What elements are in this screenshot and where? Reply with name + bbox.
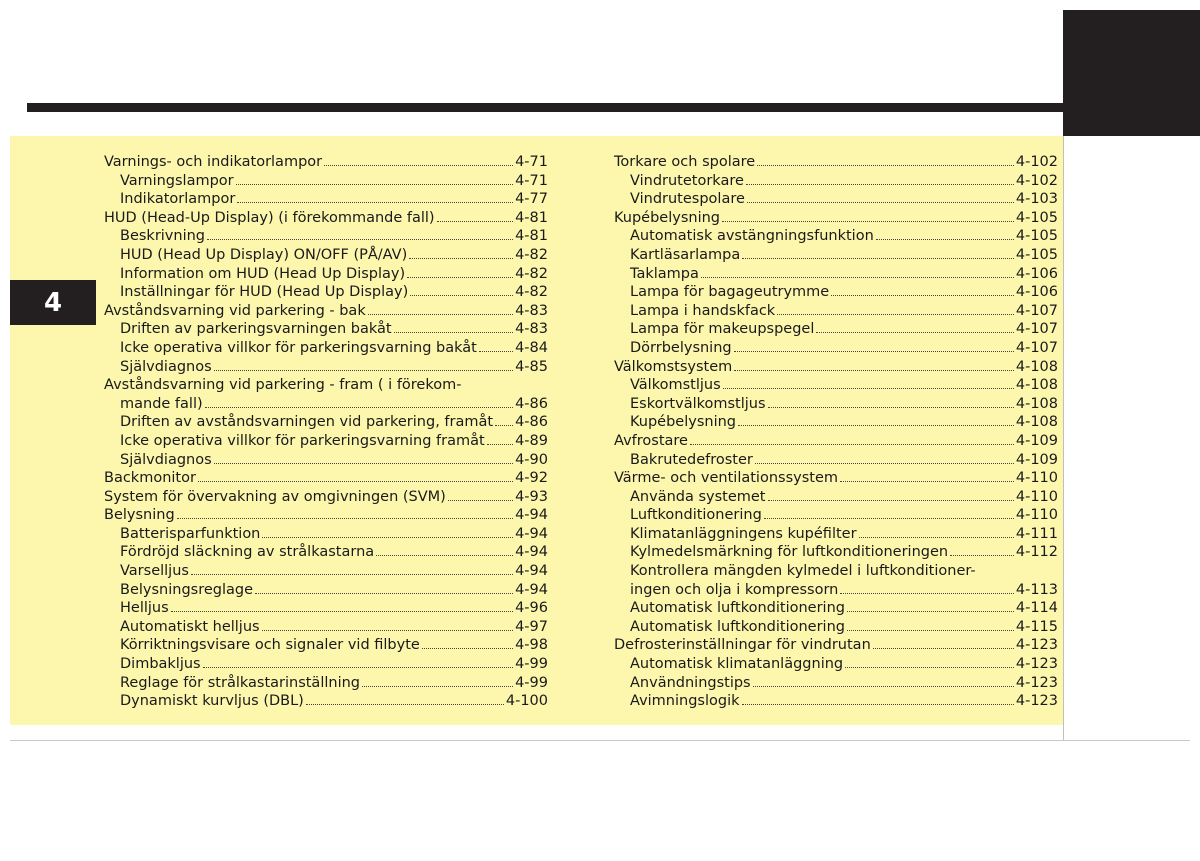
toc-entry[interactable] (614, 376, 1058, 395)
dot-leader (198, 481, 513, 482)
toc-entry-title: ingen och olja i kompressorn (630, 581, 839, 598)
toc-column-left (104, 153, 548, 711)
dot-leader (816, 332, 1013, 333)
toc-entry[interactable] (104, 674, 548, 693)
toc-entry-page: 4-112 (1015, 544, 1058, 561)
dot-leader (777, 314, 1014, 315)
dot-leader (262, 537, 513, 538)
toc-entry-title: Information om HUD (Head Up Display) (120, 265, 406, 282)
dot-leader (840, 593, 1013, 594)
toc-entry-page: 4-110 (1015, 507, 1058, 524)
toc-entry-title: Automatisk klimatanläggning (630, 656, 844, 673)
toc-entry[interactable] (614, 358, 1058, 377)
toc-entry-title: Fördröjd släckning av strålkastarna (120, 544, 375, 561)
toc-entry-title: Avfrostare (614, 432, 688, 449)
dot-leader (768, 500, 1014, 501)
toc-entry[interactable] (104, 246, 548, 265)
dot-leader (755, 463, 1014, 464)
toc-entry-page: 4-82 (515, 265, 548, 282)
toc-column-right (614, 153, 1058, 711)
dot-leader (214, 463, 513, 464)
dot-leader (376, 555, 513, 556)
dot-leader (448, 500, 513, 501)
toc-entry-title: Dynamiskt kurvljus (DBL) (120, 693, 304, 710)
dot-leader (690, 444, 1014, 445)
dot-leader (437, 221, 513, 222)
dot-leader (409, 258, 513, 259)
toc-entry-title: Varnings- och indikatorlampor (104, 154, 323, 170)
toc-entry-title: Driften av parkeringsvarningen bakåt (120, 321, 392, 338)
toc-entry-page: 4-86 (515, 395, 548, 412)
dot-leader (847, 611, 1014, 612)
toc-entry[interactable] (614, 153, 1058, 172)
toc-entry-page: 4-110 (1015, 470, 1058, 487)
toc-entry-title: Dörrbelysning (630, 339, 732, 356)
toc-entry-title: Vindrutetorkare (630, 172, 744, 189)
toc-entry[interactable] (104, 302, 548, 321)
dot-leader (324, 165, 513, 166)
toc-entry[interactable] (614, 636, 1058, 655)
dot-leader (255, 593, 513, 594)
toc-entry-page: 4-71 (515, 172, 548, 189)
toc-entry-page: 4-99 (515, 674, 548, 691)
toc-entry-page: 4-123 (1015, 656, 1058, 673)
toc-entry-page: 4-82 (515, 284, 548, 301)
toc-entry[interactable] (104, 488, 548, 507)
toc-entry[interactable] (104, 153, 548, 172)
dot-leader (205, 407, 513, 408)
dot-leader (873, 648, 1014, 649)
dot-leader (237, 202, 513, 203)
toc-entry-title: Kartläsarlampa (630, 246, 741, 263)
toc-entry-title: Lampa i handskfack (630, 302, 776, 319)
toc-entry-page: 4-98 (515, 637, 548, 654)
toc-entry[interactable] (614, 320, 1058, 339)
toc-entry[interactable] (104, 618, 548, 637)
toc-entry-page: 4-115 (1015, 618, 1058, 635)
toc-entry-page: 4-97 (515, 618, 548, 635)
toc-entry-title: Luftkonditionering (630, 507, 762, 524)
toc-entry-page: 4-107 (1015, 302, 1058, 319)
toc-entry-title: Välkomstljus (630, 377, 721, 394)
toc-entry[interactable] (104, 358, 548, 377)
toc-entry[interactable] (104, 395, 548, 414)
toc-entry[interactable] (614, 209, 1058, 228)
header-rule (27, 103, 1067, 112)
dot-leader (207, 239, 513, 240)
dot-leader (171, 611, 513, 612)
dot-leader (177, 518, 513, 519)
dot-leader (768, 407, 1014, 408)
toc-entry[interactable] (614, 692, 1058, 711)
dot-leader (203, 667, 513, 668)
toc-entry-title: Användningstips (630, 674, 751, 691)
toc-entry-title: Klimatanläggningens kupéfilter (630, 525, 857, 542)
dot-leader (701, 277, 1014, 278)
dot-leader (407, 277, 513, 278)
toc-entry[interactable] (104, 339, 548, 358)
dot-leader (757, 165, 1014, 166)
toc-entry-page: 4-105 (1015, 209, 1058, 226)
toc-entry-page: 4-103 (1015, 191, 1058, 208)
dot-leader (362, 686, 513, 687)
dot-leader (764, 518, 1014, 519)
dot-leader (479, 351, 513, 352)
dot-leader (840, 481, 1014, 482)
toc-entry-title: Dimbakljus (120, 656, 201, 673)
toc-entry-title: Automatisk luftkonditionering (630, 618, 845, 635)
toc-entry-page: 4-94 (515, 563, 548, 580)
toc-entry-page: 4-105 (1015, 246, 1058, 263)
toc-entry[interactable] (104, 172, 548, 191)
toc-entry-title: Reglage för strålkastarinställning (120, 674, 360, 691)
toc-entry-title: Torkare och spolare (614, 154, 756, 170)
chapter-number: 4 (43, 287, 63, 318)
toc-entry[interactable] (104, 525, 548, 544)
toc-entry-page: 4-93 (515, 488, 548, 505)
toc-entry-title: Automatisk avstängningsfunktion (630, 228, 874, 245)
toc-entry-title: System för övervakning av omgivningen (SVM) (104, 488, 446, 505)
toc-entry-title: Kylmedelsmärkning för luftkonditioneringen (630, 544, 949, 561)
toc-entry[interactable] (104, 190, 548, 209)
toc-entry-page: 4-81 (515, 228, 548, 245)
toc-entry[interactable] (104, 320, 548, 339)
toc-entry[interactable] (614, 432, 1058, 451)
toc-entry[interactable] (614, 246, 1058, 265)
toc-entry-title: Inställningar för HUD (Head Up Display) (120, 284, 409, 301)
toc-entry-page: 4-114 (1015, 600, 1058, 617)
toc-entry-title: Backmonitor (104, 470, 196, 487)
toc-entry-title: Lampa för bagageutrymme (630, 284, 830, 301)
toc-entry-page: 4-109 (1015, 432, 1058, 449)
toc-entry[interactable] (104, 506, 548, 525)
toc-entry[interactable] (614, 562, 1058, 581)
toc-entry-title: Helljus (120, 600, 169, 617)
dot-leader (742, 704, 1014, 705)
toc-entry-title: Icke operativa villkor för parkeringsvarning bakåt (120, 339, 477, 356)
toc-entry[interactable] (614, 469, 1058, 488)
toc-entry-title: Lampa för makeupspegel (630, 321, 815, 338)
toc-entry-page: 4-102 (1015, 154, 1058, 170)
margin-line (1063, 136, 1064, 741)
dot-leader (722, 221, 1014, 222)
toc-entry-title: Defrosterinställningar för vindrutan (614, 637, 871, 654)
toc-entry-title: Använda systemet (630, 488, 766, 505)
corner-tab (1063, 10, 1200, 136)
toc-entry-page: 4-81 (515, 209, 548, 226)
toc-entry[interactable] (614, 618, 1058, 637)
toc-entry-title: Batterisparfunktion (120, 525, 261, 542)
toc-entry-page: 4-111 (1015, 525, 1058, 542)
toc-entry-title: Välkomstsystem (614, 358, 733, 375)
toc-entry-page: 4-108 (1015, 414, 1058, 431)
toc-entry-page: 4-83 (515, 321, 548, 338)
toc-entry-page: 4-100 (505, 693, 548, 710)
toc-entry-title: Eskortvälkomstljus (630, 395, 766, 412)
footer-rule (10, 740, 1190, 741)
toc-entry-page: 4-108 (1015, 395, 1058, 412)
toc-entry-title: Avståndsvarning vid parkering - fram ( i förekom- (104, 377, 462, 394)
dot-leader (734, 370, 1014, 371)
toc-entry-title: Vindrutespolare (630, 191, 745, 208)
dot-leader (738, 425, 1014, 426)
toc-entry-page: 4-94 (515, 507, 548, 524)
dot-leader (847, 630, 1014, 631)
toc-entry[interactable] (104, 655, 548, 674)
toc-entry[interactable] (104, 469, 548, 488)
toc-entry-title: Kupébelysning (630, 414, 737, 431)
toc-entry-page: 4-113 (1015, 581, 1058, 598)
toc-entry-title: Varselljus (120, 563, 189, 580)
toc-entry-title: HUD (Head-Up Display) (i förekommande fall) (104, 209, 435, 226)
toc-entry[interactable] (104, 413, 548, 432)
toc-entry-page: 4-71 (515, 154, 548, 170)
toc-entry[interactable] (104, 283, 548, 302)
toc-entry[interactable] (104, 451, 548, 470)
toc-entry-page: 4-89 (515, 432, 548, 449)
toc-entry[interactable] (614, 339, 1058, 358)
toc-entry-page: 4-92 (515, 470, 548, 487)
toc-entry-page: 4-107 (1015, 339, 1058, 356)
dot-leader (236, 184, 513, 185)
toc-entry[interactable] (104, 209, 548, 228)
dot-leader (410, 295, 513, 296)
dot-leader (422, 648, 513, 649)
toc-entry-page: 4-85 (515, 358, 548, 375)
toc-entry[interactable] (104, 432, 548, 451)
toc-entry-title: Taklampa (630, 265, 699, 282)
dot-leader (306, 704, 504, 705)
toc-entry-title: Driften av avståndsvarningen vid parkering, framåt (120, 414, 494, 431)
dot-leader (495, 425, 513, 426)
toc-entry-page: 4-106 (1015, 284, 1058, 301)
toc-entry[interactable] (614, 655, 1058, 674)
toc-entry-title: Belysningsreglage (120, 581, 254, 598)
toc-entry-title: Avståndsvarning vid parkering - bak (104, 302, 366, 319)
toc-entry-page: 4-83 (515, 302, 548, 319)
toc-entry-title: Avimningslogik (630, 693, 740, 710)
toc-entry-page: 4-105 (1015, 228, 1058, 245)
toc-entry[interactable] (614, 581, 1058, 600)
toc-entry-page: 4-84 (515, 339, 548, 356)
toc-entry-title: HUD (Head Up Display) ON/OFF (PÅ/AV) (120, 246, 408, 263)
toc-entry-page: 4-123 (1015, 674, 1058, 691)
toc-entry[interactable] (614, 543, 1058, 562)
toc-entry-page: 4-90 (515, 451, 548, 468)
dot-leader (487, 444, 513, 445)
toc-entry[interactable] (614, 413, 1058, 432)
toc-entry-page: 4-94 (515, 581, 548, 598)
toc-entry[interactable] (614, 283, 1058, 302)
toc-entry-title: Kupébelysning (614, 209, 721, 226)
dot-leader (876, 239, 1014, 240)
toc-entry-title: Beskrivning (120, 228, 206, 245)
dot-leader (747, 202, 1014, 203)
toc-entry[interactable] (614, 525, 1058, 544)
toc-entry-title: Värme- och ventilationssystem (614, 470, 838, 487)
toc-entry-page: 4-77 (515, 191, 548, 208)
toc-entry[interactable] (104, 636, 548, 655)
toc-entry-page: 4-106 (1015, 265, 1058, 282)
toc-entry[interactable] (104, 562, 548, 581)
toc-entry[interactable] (614, 674, 1058, 693)
dot-leader (214, 370, 513, 371)
toc-entry[interactable] (614, 190, 1058, 209)
toc-entry[interactable] (104, 599, 548, 618)
dot-leader (723, 388, 1014, 389)
chapter-marker (10, 280, 96, 325)
toc-entry[interactable] (614, 506, 1058, 525)
dot-leader (742, 258, 1014, 259)
toc-entry-title: Icke operativa villkor för parkeringsvarning framåt (120, 432, 485, 449)
toc-entry[interactable] (104, 692, 548, 711)
toc-entry-page: 4-86 (515, 414, 548, 431)
toc-entry-title: Självdiagnos (120, 451, 212, 468)
toc-entry[interactable] (104, 265, 548, 284)
toc-entry[interactable] (614, 488, 1058, 507)
toc-entry[interactable] (614, 265, 1058, 284)
toc-entry-page: 4-94 (515, 525, 548, 542)
dot-leader (950, 555, 1014, 556)
toc-entry-title: Kontrollera mängden kylmedel i luftkonditioner- (630, 563, 976, 580)
dot-leader (368, 314, 513, 315)
toc-entry-page: 4-108 (1015, 377, 1058, 394)
toc-entry-page: 4-99 (515, 656, 548, 673)
dot-leader (753, 686, 1014, 687)
toc-entry-title: Körriktningsvisare och signaler vid filbyte (120, 637, 420, 654)
toc-entry-title: Belysning (104, 507, 175, 524)
toc-entry-page: 4-96 (515, 600, 548, 617)
toc-entry[interactable] (104, 376, 548, 395)
toc-entry[interactable] (614, 451, 1058, 470)
dot-leader (845, 667, 1014, 668)
dot-leader (262, 630, 514, 631)
toc-entry-title: Automatiskt helljus (120, 618, 260, 635)
toc-entry-title: Indikatorlampor (120, 191, 236, 208)
dot-leader (746, 184, 1014, 185)
toc-entry-page: 4-107 (1015, 321, 1058, 338)
toc-entry-page: 4-110 (1015, 488, 1058, 505)
toc-entry-page: 4-123 (1015, 637, 1058, 654)
dot-leader (734, 351, 1014, 352)
toc-entry-page: 4-123 (1015, 693, 1058, 710)
toc-entry[interactable] (614, 395, 1058, 414)
toc-entry-page: 4-109 (1015, 451, 1058, 468)
dot-leader (394, 332, 513, 333)
toc-entry-page: 4-108 (1015, 358, 1058, 375)
dot-leader (859, 537, 1014, 538)
toc-entry-page: 4-102 (1015, 172, 1058, 189)
dot-leader (191, 574, 513, 575)
toc-entry-title: mande fall) (120, 395, 203, 412)
toc-entry[interactable] (614, 302, 1058, 321)
toc-entry-page: 4-94 (515, 544, 548, 561)
toc-entry-title: Bakrutedefroster (630, 451, 753, 468)
toc-entry-title: Varningslampor (120, 172, 234, 189)
toc-entry[interactable] (614, 227, 1058, 246)
dot-leader (831, 295, 1014, 296)
toc-entry[interactable] (614, 599, 1058, 618)
toc-entry[interactable] (104, 543, 548, 562)
toc-entry-title: Automatisk luftkonditionering (630, 600, 845, 617)
toc-entry[interactable] (614, 172, 1058, 191)
toc-entry-page: 4-82 (515, 246, 548, 263)
toc-entry[interactable] (104, 227, 548, 246)
toc-entry-title: Självdiagnos (120, 358, 212, 375)
toc-entry[interactable] (104, 581, 548, 600)
